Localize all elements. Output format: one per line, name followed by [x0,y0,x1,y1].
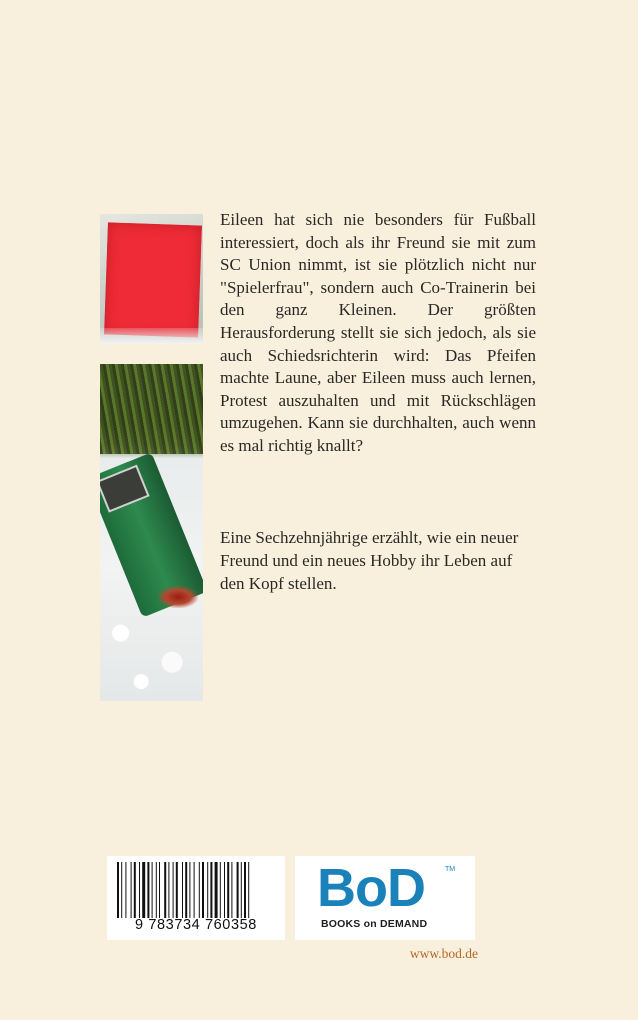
barcode-bar [125,862,126,918]
bod-logo-text: BoD [317,858,425,918]
barcode-bar [147,862,149,918]
barcode-bar [224,862,225,918]
back-cover-blurb: Eileen hat sich nie besonders für Fußball interessiert, doch als ihr Freund sie mit zum SC Union nimmt, ist sie plötzlich nicht nur "Spielerfrau", sondern auch Co-Trainerin bei den ganz Kleinen. Der größten Herausforderung stellt sie sich jedoch, als sie auch Schiedsrichterin wird: Das Pfeifen machte Laune, aber Eileen muss auch lernen, Protest auszuhalten und mit Rückschlägen umzugehen. Kann sie durchhalten, auch wenn es mal richtig knallt? [220,210,536,455]
barcode-bar [164,862,166,918]
barcode-bar [194,862,195,918]
phone-in-snow-photo [100,364,203,701]
barcode-bar [176,862,178,918]
barcode-bar [227,862,229,918]
publisher-website: www.bod.de [409,946,478,961]
barcode-bar [248,862,249,918]
barcode-bar [117,862,119,918]
bod-subtitle: BOOKS on DEMAND [321,918,428,930]
barcode-bar [199,862,200,918]
trademark-mark: TM [445,866,456,873]
barcode-bar [189,862,190,918]
barcode-bar [220,862,221,918]
barcode-bar [152,862,153,918]
barcode-bar [159,862,160,918]
red-card-photo [100,214,203,344]
isbn-barcode [107,856,285,940]
publisher-logo [295,856,475,940]
barcode-bar [207,862,208,918]
barcode-bar [244,862,246,918]
barcode-bar [182,862,183,918]
tagline: Eine Sechzehnjährige erzählt, wie ein neuer Freund und ein neues Hobby ihr Leben auf den Kopf stellen. [220,528,519,593]
barcode-bar [121,862,122,918]
barcode-bar [168,862,169,918]
barcode-bar [139,862,140,918]
barcode-bar [156,862,157,918]
barcode-bar [173,862,174,918]
barcode-bar [215,862,218,918]
barcode-bar [142,862,145,918]
barcode-bar [241,862,242,918]
isbn-number: 9 783734 760358 [135,917,257,933]
barcode-bar [134,862,136,918]
barcode-bar [237,862,239,918]
barcode-bar [185,862,187,918]
red-card [104,222,202,337]
barcode-bar [210,862,212,918]
barcode-bar [131,862,132,918]
barcode-bar [231,862,232,918]
barcode-bar [202,862,204,918]
barcode-bars [115,862,277,918]
